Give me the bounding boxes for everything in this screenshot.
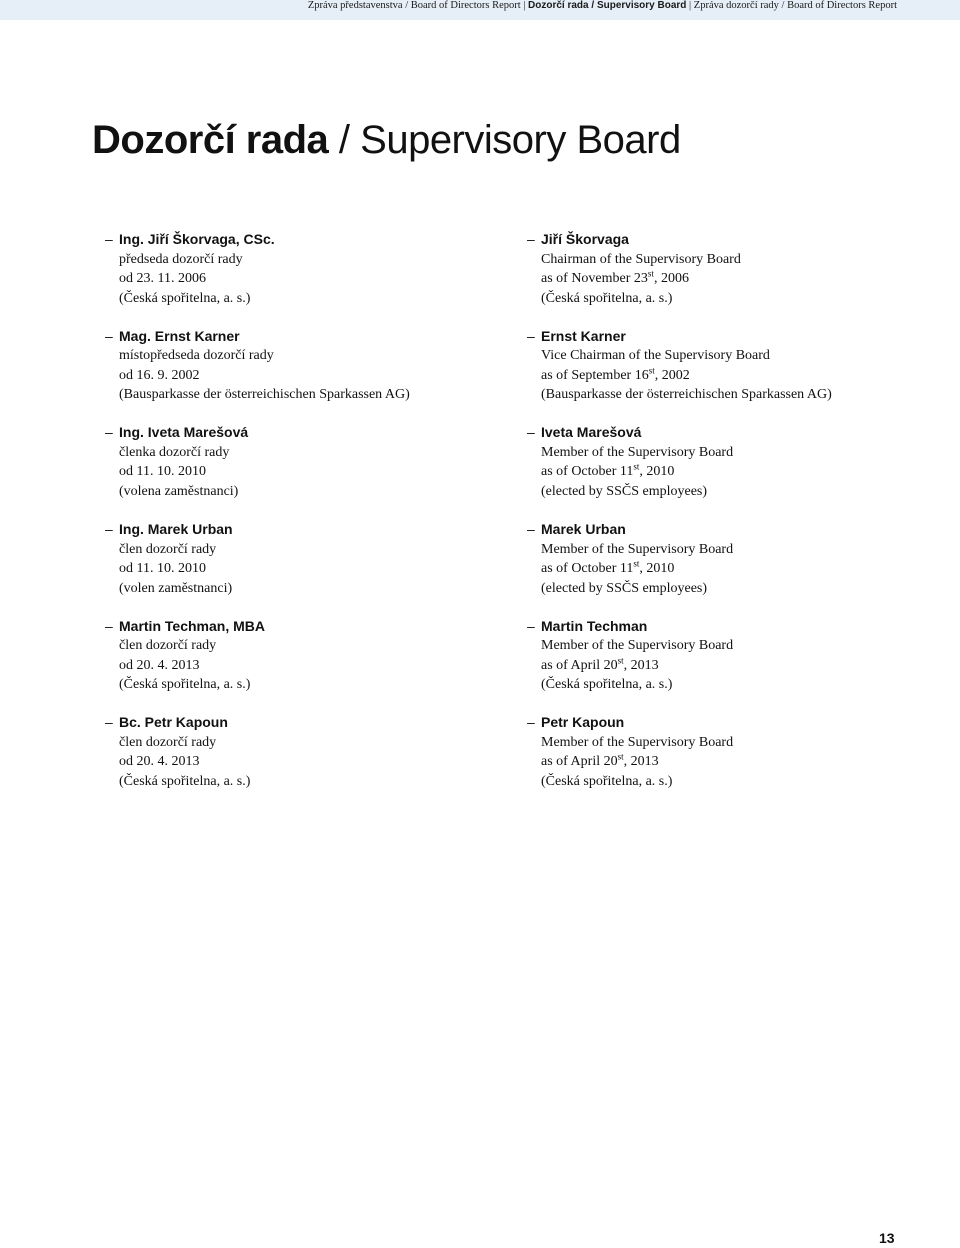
member-name: Iveta Marešová <box>541 424 642 441</box>
member-date: od 20. 4. 2013 <box>119 657 200 673</box>
member-note: (volena zaměstnanci) <box>119 483 239 499</box>
member-date: od 16. 9. 2002 <box>119 367 200 383</box>
member-note: (Česká spořitelna, a. s.) <box>119 773 251 789</box>
member-name: Marek Urban <box>541 521 626 538</box>
member-note: (Česká spořitelna, a. s.) <box>119 677 251 693</box>
page-title-english: Supervisory Board <box>360 118 681 162</box>
member-note: (Bausparkasse der österreichischen Sparkassen AG) <box>541 387 832 403</box>
member-name: Martin Techman <box>541 617 648 634</box>
member-date: od 23. 11. 2006 <box>119 271 206 286</box>
members-list-english <box>527 230 927 810</box>
member-role: člen dozorčí rady <box>119 734 217 750</box>
list-dash: – <box>105 521 113 538</box>
list-dash: – <box>527 521 535 538</box>
member-role: Chairman of the Supervisory Board <box>541 251 741 267</box>
member-date: as of April 20st, 2013 <box>541 751 659 770</box>
page-title-slash: / <box>328 118 361 162</box>
member-role: místopředseda dozorčí rady <box>119 348 274 364</box>
member-entry <box>105 520 465 617</box>
list-dash: – <box>527 424 535 441</box>
member-note: (Česká spořitelna, a. s.) <box>541 773 673 789</box>
list-dash: – <box>527 714 535 731</box>
member-role: člen dozorčí rady <box>119 638 217 654</box>
list-dash: – <box>105 231 113 247</box>
member-role: Member of the Supervisory Board <box>541 734 734 750</box>
member-entry <box>105 423 465 520</box>
breadcrumb-current-supervisory-board[interactable]: Dozorčí rada / Supervisory Board <box>528 0 687 11</box>
member-role: Vice Chairman of the Supervisory Board <box>541 348 770 364</box>
member-entry <box>105 230 465 327</box>
list-dash: – <box>527 231 535 247</box>
list-dash: – <box>527 617 535 634</box>
list-dash: – <box>105 714 113 731</box>
member-note: (elected by SSČS employees) <box>541 580 708 596</box>
member-date: as of April 20st, 2013 <box>541 655 659 673</box>
member-entry <box>527 617 927 714</box>
member-name: Ing. Marek Urban <box>119 521 233 538</box>
member-name: Martin Techman, MBA <box>119 617 265 634</box>
member-note: (volen zaměstnanci) <box>119 580 233 596</box>
member-name: Jiří Škorvaga <box>541 231 629 247</box>
list-dash: – <box>105 327 113 344</box>
member-date: od 11. 10. 2010 <box>119 561 206 577</box>
member-note: (Česká spořitelna, a. s.) <box>541 290 673 306</box>
breadcrumb-board-of-directors-link[interactable]: Zpráva představenstva / Board of Directors Report <box>307 0 521 11</box>
breadcrumb-separator: | <box>689 0 692 11</box>
member-note: (Česká spořitelna, a. s.) <box>541 677 673 693</box>
page-title <box>92 118 681 163</box>
member-date: as of October 11st, 2010 <box>541 461 675 480</box>
member-role: předseda dozorčí rady <box>119 251 243 267</box>
list-dash: – <box>105 424 113 441</box>
list-dash: – <box>105 617 113 634</box>
member-entry <box>527 423 927 520</box>
member-entry <box>527 230 927 327</box>
breadcrumb-supervisory-report-link[interactable]: Zpráva dozorčí rady / Board of Directors Report <box>693 0 897 11</box>
member-date: od 20. 4. 2013 <box>119 754 200 770</box>
member-date: as of November 23st, 2006 <box>541 268 689 286</box>
member-entry <box>105 327 465 424</box>
member-date: as of October 11st, 2010 <box>541 558 675 577</box>
member-role: Member of the Supervisory Board <box>541 444 734 460</box>
member-note: (Česká spořitelna, a. s.) <box>119 290 251 306</box>
member-entry <box>527 713 927 810</box>
member-name: Bc. Petr Kapoun <box>119 714 228 731</box>
member-name: Ing. Iveta Marešová <box>119 424 249 441</box>
member-note: (Bausparkasse der österreichischen Sparkassen AG) <box>119 387 410 403</box>
members-list-czech <box>105 230 465 810</box>
member-role: Member of the Supervisory Board <box>541 541 734 557</box>
member-entry <box>105 713 465 810</box>
breadcrumb-separator: | <box>523 0 526 11</box>
member-name: Petr Kapoun <box>541 714 625 731</box>
member-date: as of September 16st, 2002 <box>541 365 690 383</box>
member-role: členka dozorčí rady <box>119 444 230 460</box>
page-number: 13 <box>879 1230 895 1246</box>
header-band <box>0 0 960 20</box>
page-title-czech: Dozorčí rada <box>92 118 329 162</box>
member-name: Ernst Karner <box>541 327 626 344</box>
member-date: od 11. 10. 2010 <box>119 464 206 480</box>
member-role: člen dozorčí rady <box>119 541 217 557</box>
member-name: Mag. Ernst Karner <box>119 327 240 344</box>
breadcrumb <box>308 0 897 20</box>
member-entry <box>527 520 927 617</box>
member-role: Member of the Supervisory Board <box>541 638 734 654</box>
member-name: Ing. Jiří Škorvaga, CSc. <box>119 231 275 247</box>
member-note: (elected by SSČS employees) <box>541 483 708 499</box>
member-entry <box>105 617 465 714</box>
member-entry <box>527 327 927 424</box>
list-dash: – <box>527 327 535 344</box>
